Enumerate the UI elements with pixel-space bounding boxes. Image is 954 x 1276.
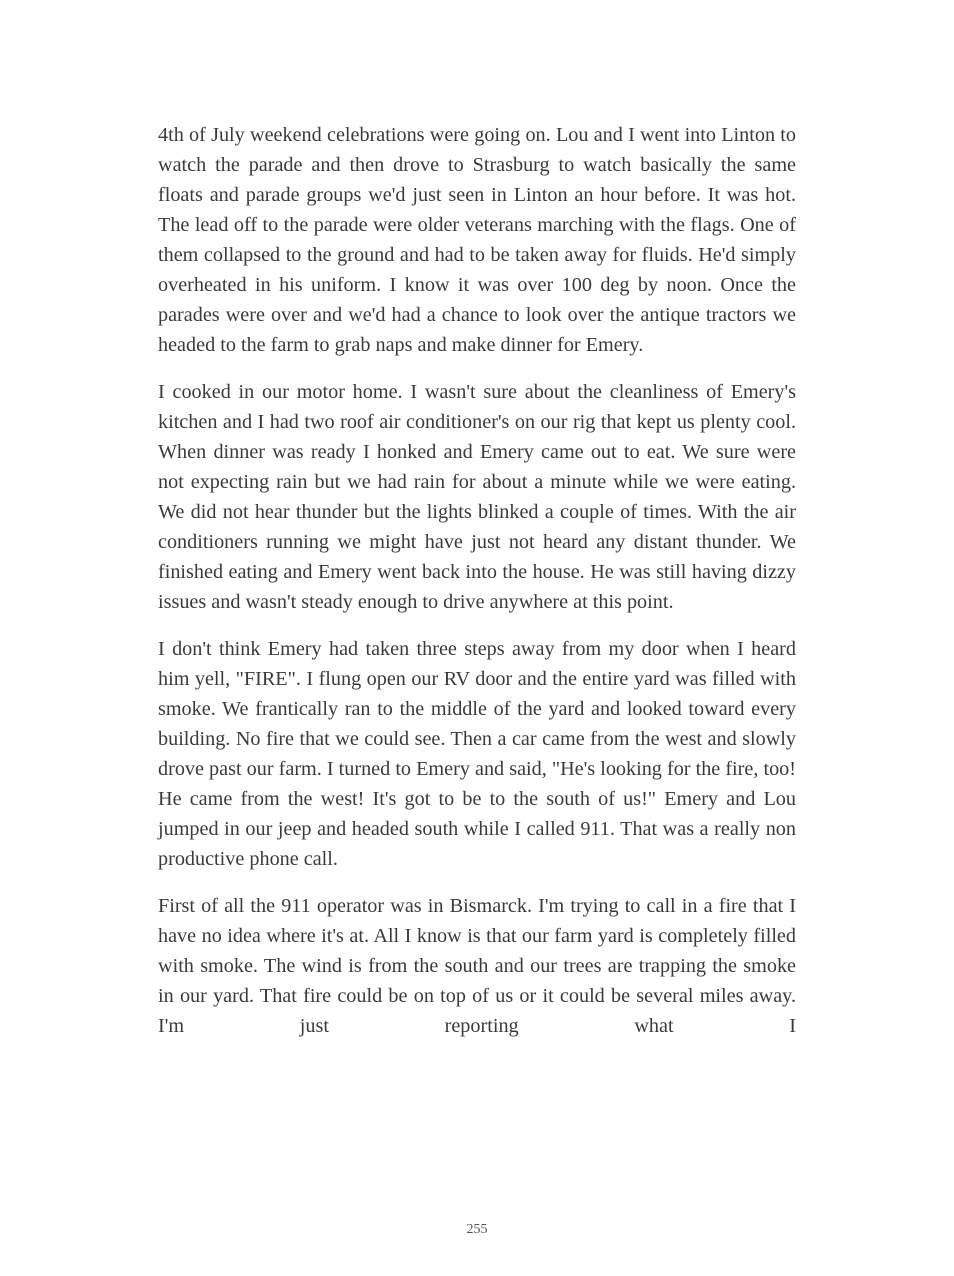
paragraph-fire-alarm: I don't think Emery had taken three steps away from my door when I heard him yell, "FIRE". I flung open our RV door and the entire yard was filled with smoke. We frantically ran to the middle of the yard and looked toward every building. No fire that we could see. Then a car came from the west and slowly drove past our farm. I turned to Emery and said, "He's looking for the fire, too! He came from the west! It's got to be to the south of us!" Emery and Lou jumped in our jeep and headed south while I called 911. That was a really non productive phone call. (158, 638, 796, 870)
paragraph-dinner: I cooked in our motor home. I wasn't sure about the cleanliness of Emery's kitchen and I had two roof air conditioner's on our rig that kept us plenty cool. When dinner was ready I honked and Emery came out to eat. We sure were not expecting rain but we had rain for about a minute while we were eating. We did not hear thunder but the lights blinked a couple of times. With the air conditioners running we might have just not heard any distant thunder. We finished eating and Emery went back into the house. He was still having dizzy issues and wasn't steady enough to drive anywhere at this point. (158, 381, 796, 613)
page-number: 255 (466, 1222, 488, 1237)
paragraph-911-call: First of all the 911 operator was in Bismarck. I'm trying to call in a fire that I have no idea where it's at. All I know is that our farm yard is completely filled with smoke. The wind is from the south and our trees are trapping the smoke in our yard. That fire could be on top of us or it could be several miles away. I'm just reporting what I (158, 895, 796, 1037)
body-text (158, 120, 796, 1058)
paragraph-parade: 4th of July weekend celebrations were going on. Lou and I went into Linton to watch the parade and then drove to Strasburg to watch basically the same floats and parade groups we'd just seen in Linton an hour before. It was hot. The lead off to the parade were older veterans marching with the flags. One of them collapsed to the ground and had to be taken away for fluids. He'd simply overheated in his uniform. I know it was over 100 deg by noon. Once the parades were over and we'd had a chance to look over the antique tractors we headed to the farm to grab naps and make dinner for Emery. (158, 124, 796, 356)
